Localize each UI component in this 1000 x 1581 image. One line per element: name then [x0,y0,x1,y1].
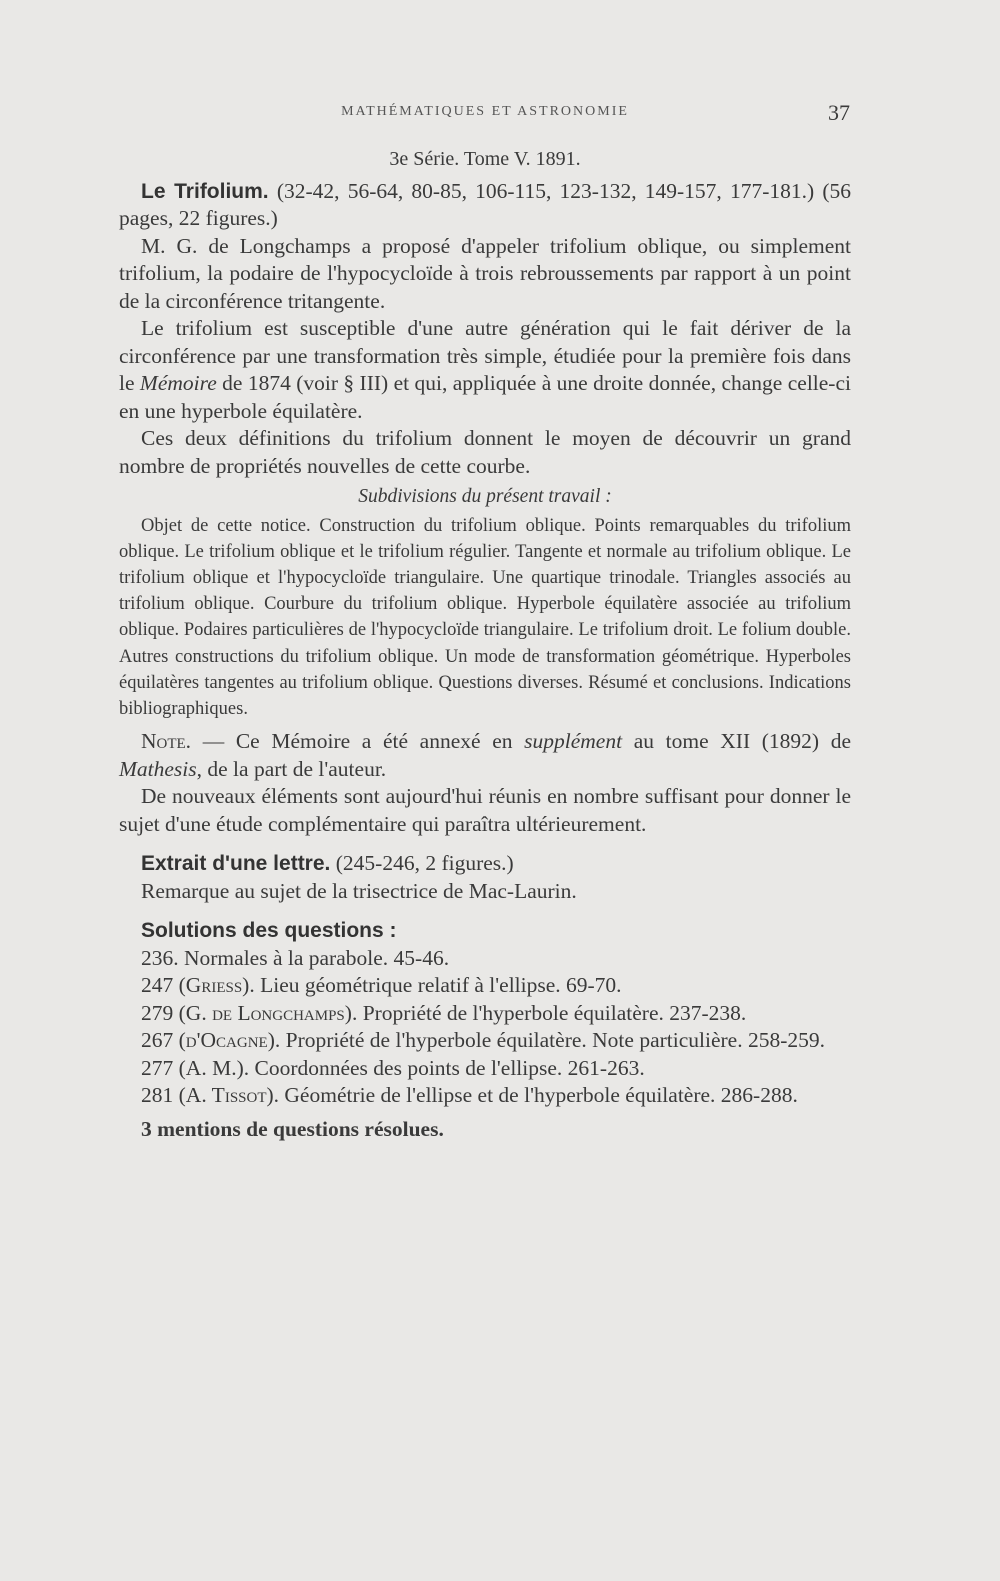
mentions-line [119,1116,851,1144]
subdivisions-list: Objet de cette notice. Construction du trifolium oblique. Points remarquables du trifolium oblique. Le trifolium oblique et le trifolium régulier. Tangente et normale au trifolium oblique. Le trifolium oblique et l'hypocycloïde triangulaire. Une quartique trinodale. Triangles associés au trifolium oblique. Courbure du trifolium oblique. Hyperbole équilatère associée au trifolium oblique. Podaires particulières de l'hypocycloïde triangulaire. Le trifolium droit. Le folium double. Autres constructions du trifolium oblique. Un mode de transformation géométrique. Hyperboles équilatères tangentes au trifolium oblique. Questions diverses. Résumé et conclusions. Indications bibliographiques. [119,515,851,719]
solution-number: 277 ( [141,1055,186,1080]
solution-item [119,945,851,973]
solution-author: G. de Longchamps [185,1000,345,1025]
solution-number: 281 ( [141,1083,186,1108]
trifolium-entry-heading [119,178,851,233]
note-part-c: , de la part de l'auteur. [196,756,387,781]
solution-number: 236. [141,945,179,970]
solution-author: d'Ocagne [185,1028,268,1053]
running-title: MATHÉMATIQUES ET ASTRONOMIE [341,104,629,119]
extrait-refs: (245-246, 2 figures.) [330,851,514,876]
mentions-text: 3 mentions de questions résolues. [141,1116,444,1141]
note-paragraph [119,728,851,783]
solution-text: ). Propriété de l'hyperbole équilatère. 237-238. [344,1000,747,1025]
solutions-title: Solutions des questions : [141,919,397,943]
subdivisions-title: Subdivisions du présent travail : [358,486,612,507]
solution-author: Griess [185,973,243,998]
page-body [119,146,851,1143]
note-mathesis: Mathesis [119,756,197,781]
solution-number: 267 ( [141,1028,186,1053]
solution-author: A. Tissot [185,1083,267,1108]
trifolium-title: Le Trifolium. [141,179,269,203]
trifolium-p2-part-b: de 1874 (voir § III) et qui, appliquée à une droite donnée, change celle-ci en une hyperbole équilatère. [119,371,851,423]
trifolium-p2-part-a: Le trifolium est susceptible d'une autre génération qui le fait dériver de la circonférence par une transformation très simple, étudiée pour la première fois dans le [119,316,851,395]
extrait-title: Extrait d'une lettre. [141,852,331,876]
solution-item [119,1000,851,1028]
solution-text: ). Lieu géométrique relatif à l'ellipse. 69-70. [242,973,622,998]
solution-text: Normales à la parabole. 45-46. [178,945,450,970]
solution-text: ). Géométrie de l'ellipse et de l'hyperbole équilatère. 286-288. [266,1083,798,1108]
solution-item [119,1082,851,1110]
solution-number: 279 ( [141,1000,186,1025]
extrait-text: Remarque au sujet de la trisectrice de Mac-Laurin. [141,878,577,903]
note-part-a: — Ce Mémoire a été annexé en [191,729,525,754]
note-part-b: au tome XII (1892) de [622,729,851,754]
solution-text: ). Propriété de l'hyperbole équilatère. Note particulière. 258-259. [267,1028,825,1053]
trifolium-paragraph-2 [119,315,851,425]
solution-number: 247 ( [141,973,186,998]
solution-item [119,972,851,1000]
solutions-list [119,945,851,1110]
trifolium-paragraph-4: De nouveaux éléments sont aujourd'hui réunis en nombre suffisant pour donner le sujet d'une étude complémentaire qui paraîtra ultérieurement. [119,784,851,836]
trifolium-paragraph-1: M. G. de Longchamps a proposé d'appeler trifolium oblique, ou simplement trifolium, la podaire de l'hypocycloïde à trois rebroussements par rapport à un point de la circonférence tritangente. [119,233,851,313]
memoire-italic: Mémoire [139,371,217,395]
solution-item [119,1055,851,1083]
series-line: 3e Série. Tome V. 1891. [389,148,581,170]
note-label: Note. [141,729,192,754]
note-supplement: supplément [524,729,623,754]
solutions-heading [119,917,851,945]
trifolium-refs: (32-42, 56-64, 80-85, 106-115, 123-132, 149-157, 177-181.) (56 pages, 22 figures.) [119,178,851,230]
trifolium-paragraph-3: Ces deux définitions du trifolium donnent le moyen de découvrir un grand nombre de propriétés nouvelles de cette courbe. [119,426,851,478]
solution-text: A. M.). Coordonnées des points de l'ellipse. 261-263. [185,1055,645,1080]
solution-item [119,1027,851,1055]
page-number: 37 [828,100,850,125]
extrait-entry-heading [119,850,851,878]
page-header [120,100,850,132]
